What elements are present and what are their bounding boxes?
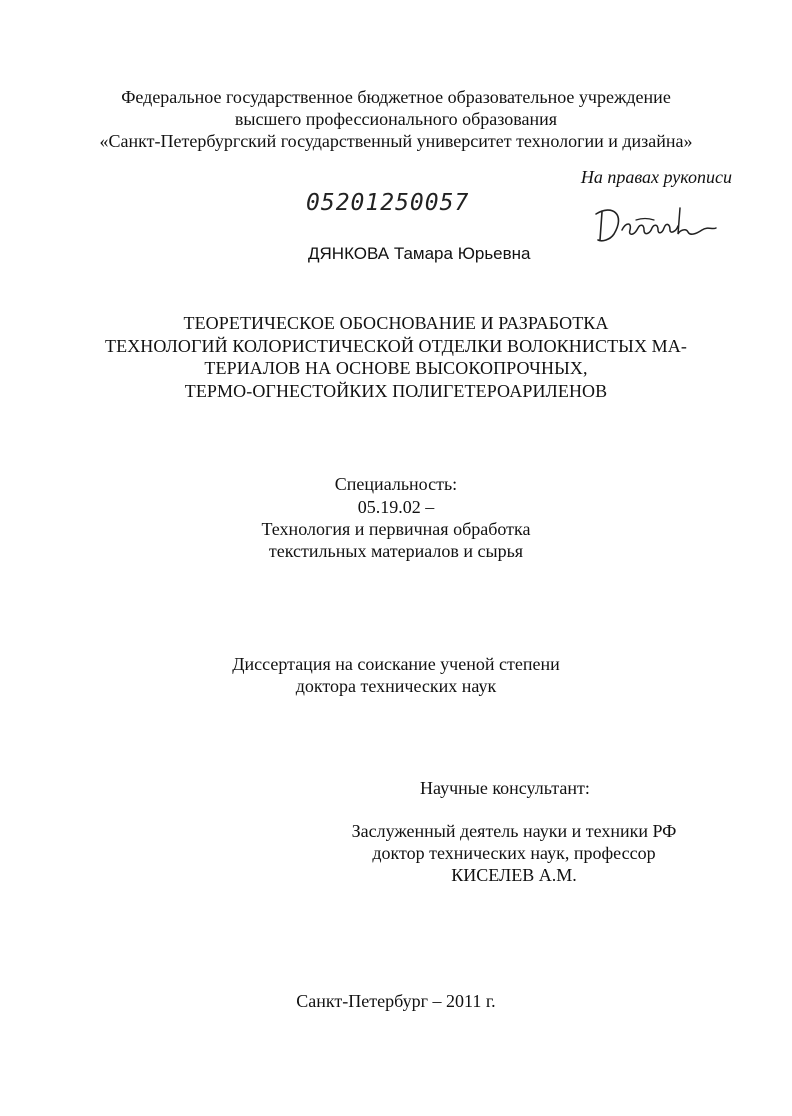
institution-line-2: высшего профессионального образования [234,109,558,129]
specialty-name-line-2: текстильных материалов и сырья [268,541,524,561]
consultant-title-1: Заслуженный деятель науки и техники РФ [351,821,677,841]
specialty-code: 05.19.02 – [357,497,435,517]
consultant-name: КИСЕЛЕВ А.М. [451,865,577,885]
specialty-label: Специальность: [334,474,458,494]
consultant-label: Научные консультант: [420,778,590,798]
institution-line-3: «Санкт-Петербургский государственный университет технологии и дизайна» [99,131,693,151]
manuscript-rights-note: На правах рукописи [580,167,732,187]
thesis-title-line-2: ТЕХНОЛОГИЙ КОЛОРИСТИЧЕСКОЙ ОТДЕЛКИ ВОЛОКНИСТЫХ МА- [105,336,687,356]
degree-line-2: доктора технических наук [295,676,497,696]
place-and-year: Санкт-Петербург – 2011 г. [296,991,496,1011]
author-signature [592,200,722,248]
institution-line-1: Федеральное государственное бюджетное образовательное учреждение [121,87,671,107]
degree-line-1: Диссертация на соискание ученой степени [232,654,560,674]
registration-number: 05201250057 [306,190,470,216]
specialty-name-line-1: Технология и первичная обработка [261,519,531,539]
thesis-title-line-4: ТЕРМО-ОГНЕСТОЙКИХ ПОЛИГЕТЕРОАРИЛЕНОВ [184,381,608,401]
author-name: ДЯНКОВА Тамара Юрьевна [308,244,531,263]
consultant-title-2: доктор технических наук, профессор [372,843,656,863]
thesis-title-line-3: ТЕРИАЛОВ НА ОСНОВЕ ВЫСОКОПРОЧНЫХ, [204,358,588,378]
thesis-title-line-1: ТЕОРЕТИЧЕСКОЕ ОБОСНОВАНИЕ И РАЗРАБОТКА [183,313,609,333]
